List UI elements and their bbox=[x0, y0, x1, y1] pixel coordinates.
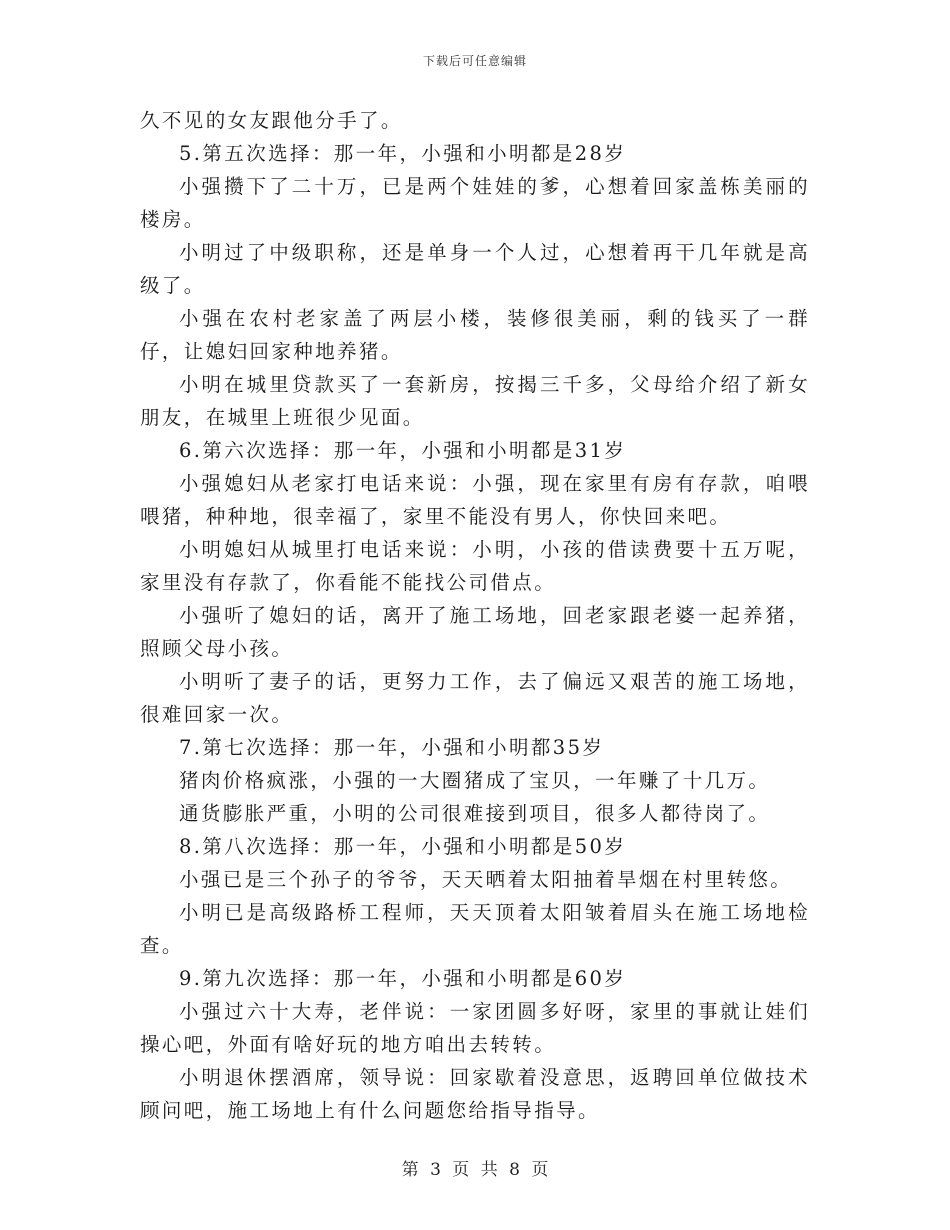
page-header: 下载后可任意编辑 bbox=[422, 54, 527, 68]
document-body bbox=[140, 104, 810, 1127]
paragraph-8: 小强媳妇从老家打电话来说：小强，现在家里有房有存款，咱喂喂猪，种种地，很幸福了，家里不能没有男人，你快回来吧。 bbox=[140, 472, 810, 528]
paragraph-9: 小明媳妇从城里打电话来说：小明，小孩的借读费要十五万呢，家里没有存款了，你看能不能找公司借点。 bbox=[140, 538, 810, 594]
section-heading-9: 9.第九次选择：那一年，小强和小明都是60岁 bbox=[179, 967, 627, 990]
section-heading-5: 5.第五次选择：那一年，小强和小明都是28岁 bbox=[179, 142, 627, 165]
page-number: 第 3 页 共 8 页 bbox=[401, 1160, 549, 1180]
paragraph-14: 通货膨胀严重，小明的公司很难接到项目，很多人都待岗了。 bbox=[179, 802, 771, 825]
paragraph-3: 小强攒下了二十万，已是两个娃娃的爹，心想着回家盖栋美丽的楼房。 bbox=[140, 175, 810, 231]
paragraph-10: 小强听了媳妇的话，离开了施工场地，回老家跟老婆一起养猪，照顾父母小孩。 bbox=[140, 604, 810, 660]
paragraph-1: 久不见的女友跟他分手了。 bbox=[140, 109, 403, 132]
section-heading-7: 7.第七次选择：那一年，小强和小明都35岁 bbox=[179, 736, 605, 759]
paragraph-19: 小强过六十大寿，老伴说：一家团圆多好呀，家里的事就让娃们操心吧，外面有啥好玩的地方咱出去转转。 bbox=[140, 1000, 810, 1056]
section-heading-8: 8.第八次选择：那一年，小强和小明都是50岁 bbox=[179, 835, 627, 858]
section-heading-6: 6.第六次选择：那一年，小强和小明都是31岁 bbox=[179, 439, 627, 462]
paragraph-4: 小明过了中级职称，还是单身一个人过，心想着再干几年就是高级了。 bbox=[140, 241, 810, 297]
paragraph-5: 小强在农村老家盖了两层小楼，装修很美丽，剩的钱买了一群仔，让媳妇回家种地养猪。 bbox=[140, 307, 810, 363]
paragraph-13: 猪肉价格疯涨，小强的一大圈猪成了宝贝，一年赚了十几万。 bbox=[179, 769, 771, 792]
paragraph-6: 小明在城里贷款买了一套新房，按揭三千多，父母给介绍了新女朋友，在城里上班很少见面。 bbox=[140, 373, 810, 429]
paragraph-11: 小明听了妻子的话，更努力工作，去了偏远又艰苦的施工场地，很难回家一次。 bbox=[140, 670, 810, 726]
paragraph-20: 小明退休摆酒席，领导说：回家歇着没意思，返聘回单位做技术顾问吧，施工场地上有什么问题您给指导指导。 bbox=[140, 1066, 810, 1122]
paragraph-16: 小强已是三个孙子的爷爷，天天晒着太阳抽着旱烟在村里转悠。 bbox=[179, 868, 793, 891]
paragraph-17: 小明已是高级路桥工程师，天天顶着太阳皱着眉头在施工场地检查。 bbox=[140, 901, 810, 957]
